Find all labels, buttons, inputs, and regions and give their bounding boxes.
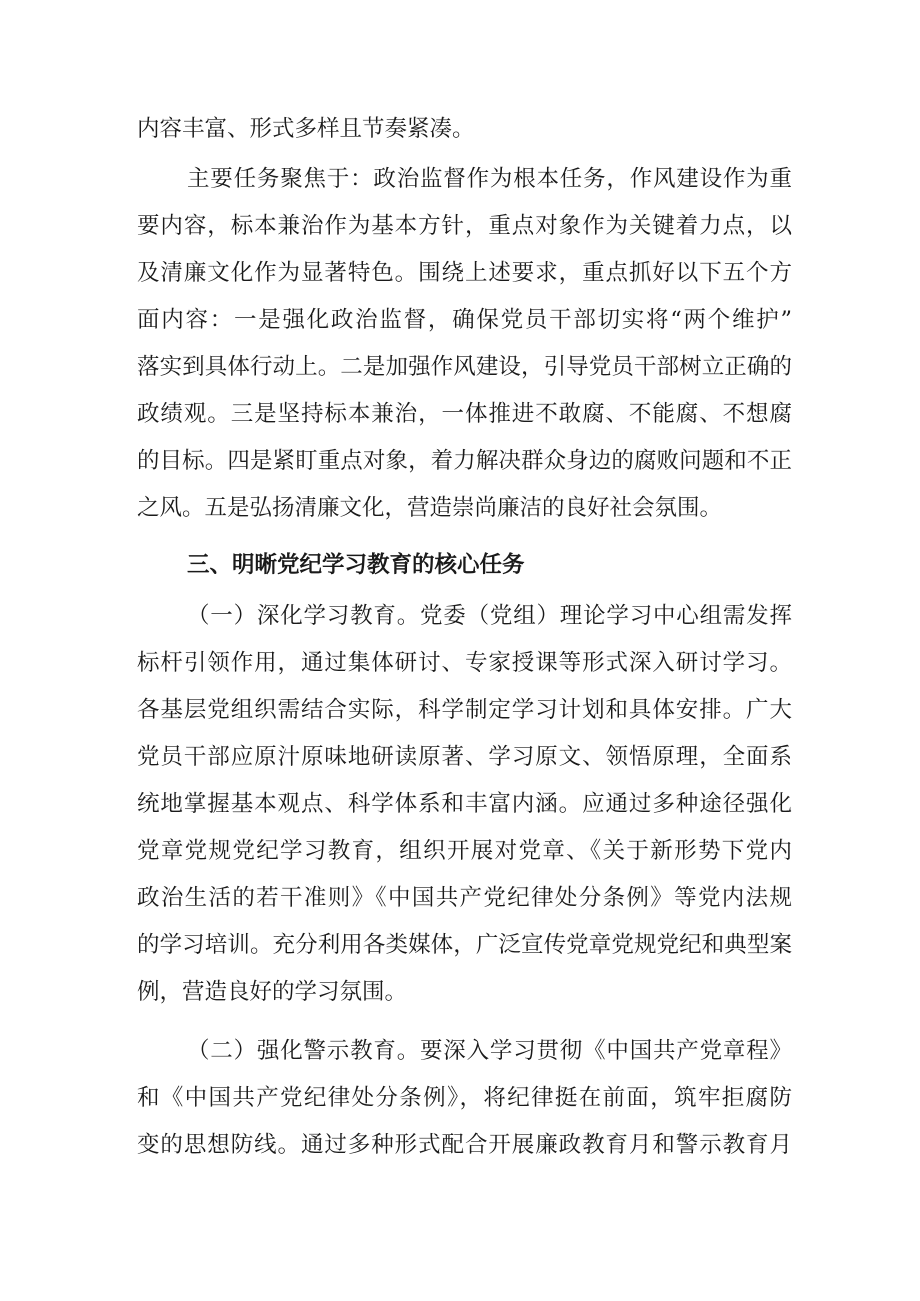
body-text-line: 例，营造良好的学习氛围。 (137, 979, 408, 1005)
body-text-line: 及清廉文化作为显著特色。围绕上述要求，重点抓好以下五个方 (137, 260, 792, 286)
paragraph-first-line: 主要任务聚焦于：政治监督作为根本任务，作风建设作为重 (187, 166, 792, 192)
body-text-line: 和《中国共产党纪律处分条例》，将纪律挺在前面，筑牢拒腐防 (137, 1085, 792, 1111)
body-text-line: 党章党规党纪学习教育，组织开展对党章、《关于新形势下党内 (137, 838, 792, 864)
body-text-line: 统地掌握基本观点、科学体系和丰富内涵。应通过多种途径强化 (137, 791, 792, 817)
section-heading: 三、明晰党纪学习教育的核心任务 (187, 552, 525, 578)
body-text-line: 之风。五是弘扬清廉文化，营造崇尚廉洁的良好社会氛围。 (137, 495, 723, 521)
body-text-line: 党员干部应原汁原味地研读原著、学习原文、领悟原理，全面系 (137, 744, 792, 770)
body-text-line: 变的思想防线。通过多种形式配合开展廉政教育月和警示教育月 (137, 1132, 792, 1158)
paragraph-first-line: （二）强化警示教育。要深入学习贯彻《中国共产党章程》 (187, 1038, 792, 1064)
body-text-line: 政治生活的若干准则》《中国共产党纪律处分条例》等党内法规 (137, 885, 792, 911)
body-text-line: 内容丰富、形式多样且节奏紧凑。 (137, 116, 475, 142)
body-text-line: 标杆引领作用，通过集体研讨、专家授课等形式深入研讨学习。 (137, 650, 792, 676)
body-text-line: 面内容：一是强化政治监督，确保党员干部切实将“两个维护” (137, 307, 792, 333)
body-text-line: 落实到具体行动上。二是加强作风建设，引导党员干部树立正确的 (137, 354, 792, 380)
paragraph-first-line: （一）深化学习教育。党委（党组）理论学习中心组需发挥 (187, 603, 792, 629)
body-text-line: 的目标。四是紧盯重点对象，着力解决群众身边的腐败问题和不正 (137, 448, 792, 474)
body-text-line: 的学习培训。充分利用各类媒体，广泛宣传党章党规党纪和典型案 (137, 932, 792, 958)
body-text-line: 政绩观。三是坚持标本兼治，一体推进不敢腐、不能腐、不想腐 (137, 401, 792, 427)
body-text-line: 要内容，标本兼治作为基本方针，重点对象作为关键着力点，以 (137, 213, 792, 239)
body-text-line: 各基层党组织需结合实际，科学制定学习计划和具体安排。广大 (137, 697, 792, 723)
